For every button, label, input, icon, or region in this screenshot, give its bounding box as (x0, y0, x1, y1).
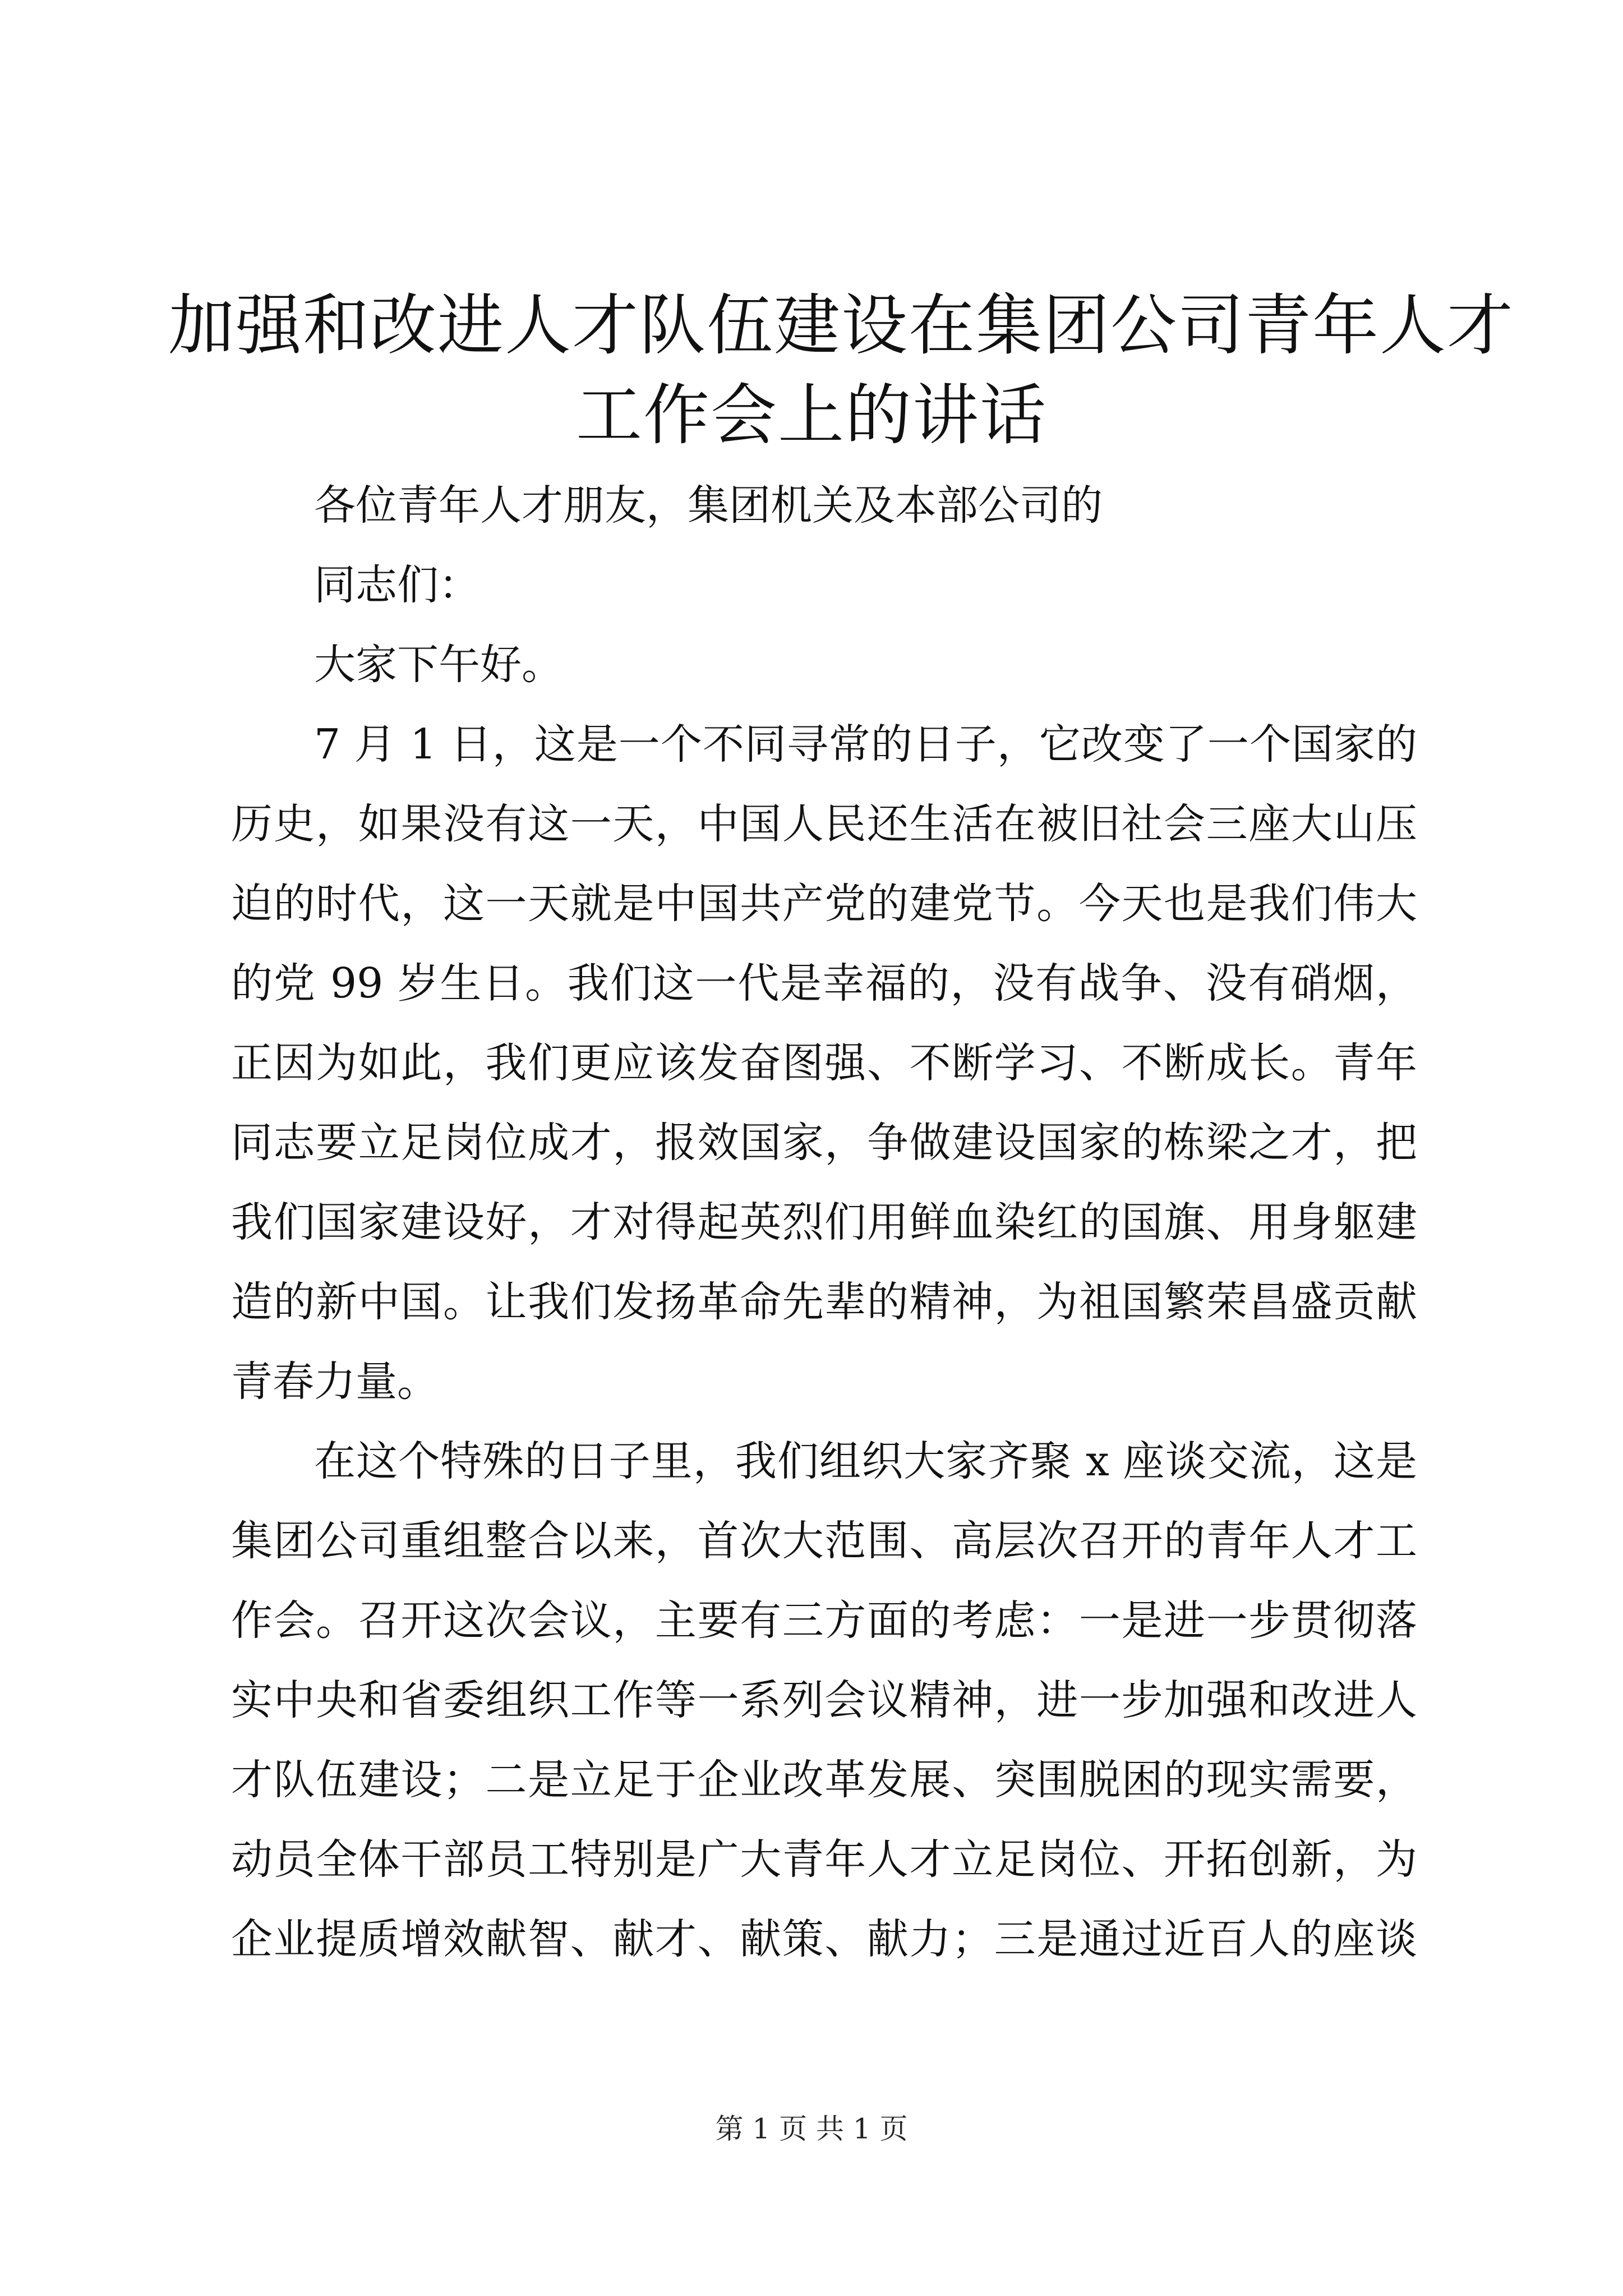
text-line: 迫的时代，这一天就是中国共产党的建党节。今天也是我们伟大 (231, 880, 1417, 928)
text-line: 集团公司重组整合以来，首次大范围、高层次召开的青年人才工 (231, 1517, 1417, 1565)
text-line: 正因为如此，我们更应该发奋图强、不断学习、不断成长。青年 (231, 1039, 1417, 1087)
title-line: 工作会上的讲话 (575, 376, 1047, 454)
greeting-line: 大家下午好。 (314, 641, 563, 689)
text-line: 我们国家建设好，才对得起英烈们用鲜血染红的国旗、用身躯建 (231, 1198, 1417, 1246)
text-line: 7 月 1 日，这是一个不同寻常的日子，它改变了一个国家的 (314, 720, 1417, 769)
text-line: 青春力量。 (231, 1358, 439, 1406)
page-footer: 第 1 页 共 1 页 (715, 2113, 908, 2145)
paragraph-2 (231, 1421, 1417, 1979)
salutation-line: 各位青年人才朋友，集团机关及本部公司的 (314, 481, 1103, 530)
salutation-line: 同志们： (314, 561, 480, 609)
document-body (231, 466, 1417, 1979)
text-line: 动员全体干部员工特别是广大青年人才立足岗位、开拓创新，为 (231, 1835, 1417, 1884)
text-line: 历史，如果没有这一天，中国人民还生活在被旧社会三座大山压 (231, 800, 1417, 848)
paragraph-1 (231, 705, 1417, 1421)
text-line: 才队伍建设；二是立足于企业改革发展、突围脱困的现实需要， (231, 1756, 1417, 1804)
text-line: 造的新中国。让我们发扬革命先辈的精神，为祖国繁荣昌盛贡献 (231, 1278, 1417, 1326)
text-line: 企业提质增效献智、献才、献策、献力；三是通过近百人的座谈 (231, 1915, 1417, 1963)
text-line: 作会。召开这次会议，主要有三方面的考虑：一是进一步贯彻落 (231, 1596, 1417, 1645)
text-line: 同志要立足岗位成才，报效国家，争做建设国家的栋梁之才，把 (231, 1119, 1417, 1167)
text-line: 在这个特殊的日子里，我们组织大家齐聚 x 座谈交流，这是 (314, 1437, 1417, 1485)
text-line: 的党 99 岁生日。我们这一代是幸福的，没有战争、没有硝烟， (231, 959, 1417, 1007)
document-title (168, 280, 1515, 460)
text-line: 实中央和省委组织工作等一系列会议精神，进一步加强和改进人 (231, 1676, 1417, 1724)
title-line: 加强和改进人才队伍建设在集团公司青年人才 (168, 287, 1515, 364)
